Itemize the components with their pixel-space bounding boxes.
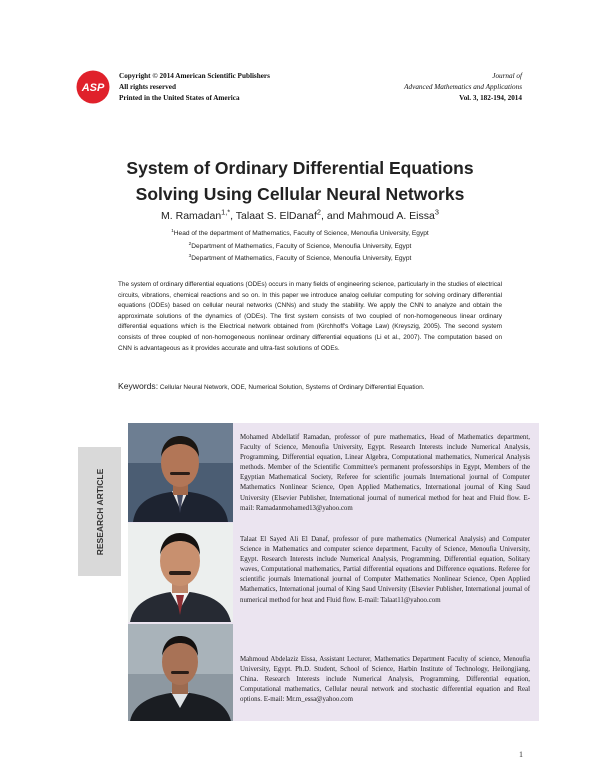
affiliation-3: $^3$Department of Mathematics, Faculty of Science, Menoufia University, Egypt: [188, 252, 412, 262]
author-1-bio: Mohamed Abdellatif Ramadan, professor of pure mathematics, Head of Mathematics department, Faculty of Science, Menoufia University, Egypt. Research Interests include Numerical Analysis, Programming, Differential equation, Linear Algebra, Computational mathematics, Numerical Analysis methods. Member of the Scientific Committee's permanent professorships in Egypt, Members of the Egyptian Mathematical Society, Referee for scientific journals International journal of Computer Mathematics Nonlinear Science, Open Applied Mathematics, International journal of King Saud University (Elsevier Publisher, International journal of numerical method for heat and Fluid flow. E-mail: Ramadanmohamed13@yahoo.com: [240, 434, 530, 512]
research-article-label: RESEARCH ARTICLE: [94, 468, 105, 555]
copyright-block: [119, 71, 270, 104]
logo-text: ASP: [81, 82, 105, 94]
author-1: M. Ramadan: [161, 210, 222, 222]
keywords: [118, 381, 538, 391]
author-2-sup: 2: [316, 207, 322, 217]
affiliations: [0, 228, 600, 266]
research-article-tab: [78, 447, 121, 576]
title-line-1: System of Ordinary Differential Equations: [126, 158, 474, 178]
author-3-photo: [128, 624, 233, 721]
author-3-sup: 3: [434, 207, 439, 217]
journal-info: [404, 71, 522, 104]
copyright-line: Copyright © 2014 American Scientific Publishers: [119, 72, 270, 80]
author-3: , and Mahmoud A. Eissa: [321, 210, 435, 222]
author-3-bio: Mahmoud Abdelaziz Eissa, Assistant Lecturer, Mathematics Department Faculty of science, Menoufia University, Egypt. Ph.D. Student, School of Science, Harbin Institute of Technology, Heilongjiang, China. Research Interests include Numerical Analysis, Programming, Differential equation, Computational mathematics, Cellular neural network and stochastic differential equation and Real options. E-mail: Mr.m_essa@yahoo.com: [240, 656, 530, 704]
author-2: , Talaat S. ElDanaf: [230, 210, 317, 222]
author-list: [0, 207, 600, 222]
page-number: 1: [519, 750, 523, 759]
paper-title: [0, 155, 600, 207]
journal-of-line: Journal of: [492, 72, 522, 80]
abstract: The system of ordinary differential equations (ODEs) occurs in many fields of engineering science, particularly in the studies of electrical circuits, vibrations, chemical reactions and so on. In this paper we introduce analog cellular computing for solving ordinary differential equations (ODEs) based on cellular neural networks (CNNs) and study the stability. We apply the CNN to analyze and obtain the approximate solutions of the dynamics of (ODEs). The first system consists of two coupled of non-homogeneous linear ordinary differential equations which is the Electrical network obtained from (Kirchhoff's Voltage Law) (Kreyszig, 2005). The second system consists of three coupled of non-homogeneous nonlinear ordinary differential equations (Li et al., 2007). The computation based on CNN is advantageous as it provides accurate and ultra-fast solutions of ODEs.: [118, 281, 502, 352]
rights-line: All rights reserved: [119, 83, 176, 91]
author-2-bio: Talaat El Sayed Ali El Danaf, professor of pure mathematics (Numerical Analysis) and Computer Science in Mathematics and computer science department, Faculty of Science, Menoufia University, Egypt. Research Interests include Numerical Analysis, Programming, Differential equation, Solitary waves, Computational mathematics, Partial differential equations and Difference equations. Referee for scientific journals International journal of Computer Mathematics Nonlinear Science, Open Applied Mathematics, International journal of King Saud University (Elsevier Publisher, International journal of numerical method for heat and Fluid flow. E-mail: Talaat11@yahoo.com: [240, 536, 530, 604]
affiliation-1: $^1$Head of the department of Mathematics, Faculty of Science, Menoufia University, Egypt: [171, 227, 429, 237]
keywords-text: Cellular Neural Network, ODE, Numerical Solution, Systems of Ordinary Differential Equation.: [159, 384, 425, 391]
printed-line: Printed in the United States of America: [119, 94, 240, 102]
journal-header: [76, 70, 522, 106]
author-1-sup: 1,*: [221, 207, 231, 217]
asp-logo: [76, 70, 110, 104]
author-1-photo: [128, 423, 233, 522]
keywords-label: Keywords:: [118, 381, 159, 391]
author-2-photo: [128, 523, 233, 622]
volume-info: Vol. 3, 182-194, 2014: [459, 94, 522, 102]
journal-name: Advanced Mathematics and Applications: [404, 83, 522, 91]
affiliation-2: $^2$Department of Mathematics, Faculty of Science, Menoufia University, Egypt: [188, 240, 412, 250]
title-line-2: Solving Using Cellular Neural Networks: [135, 184, 465, 204]
